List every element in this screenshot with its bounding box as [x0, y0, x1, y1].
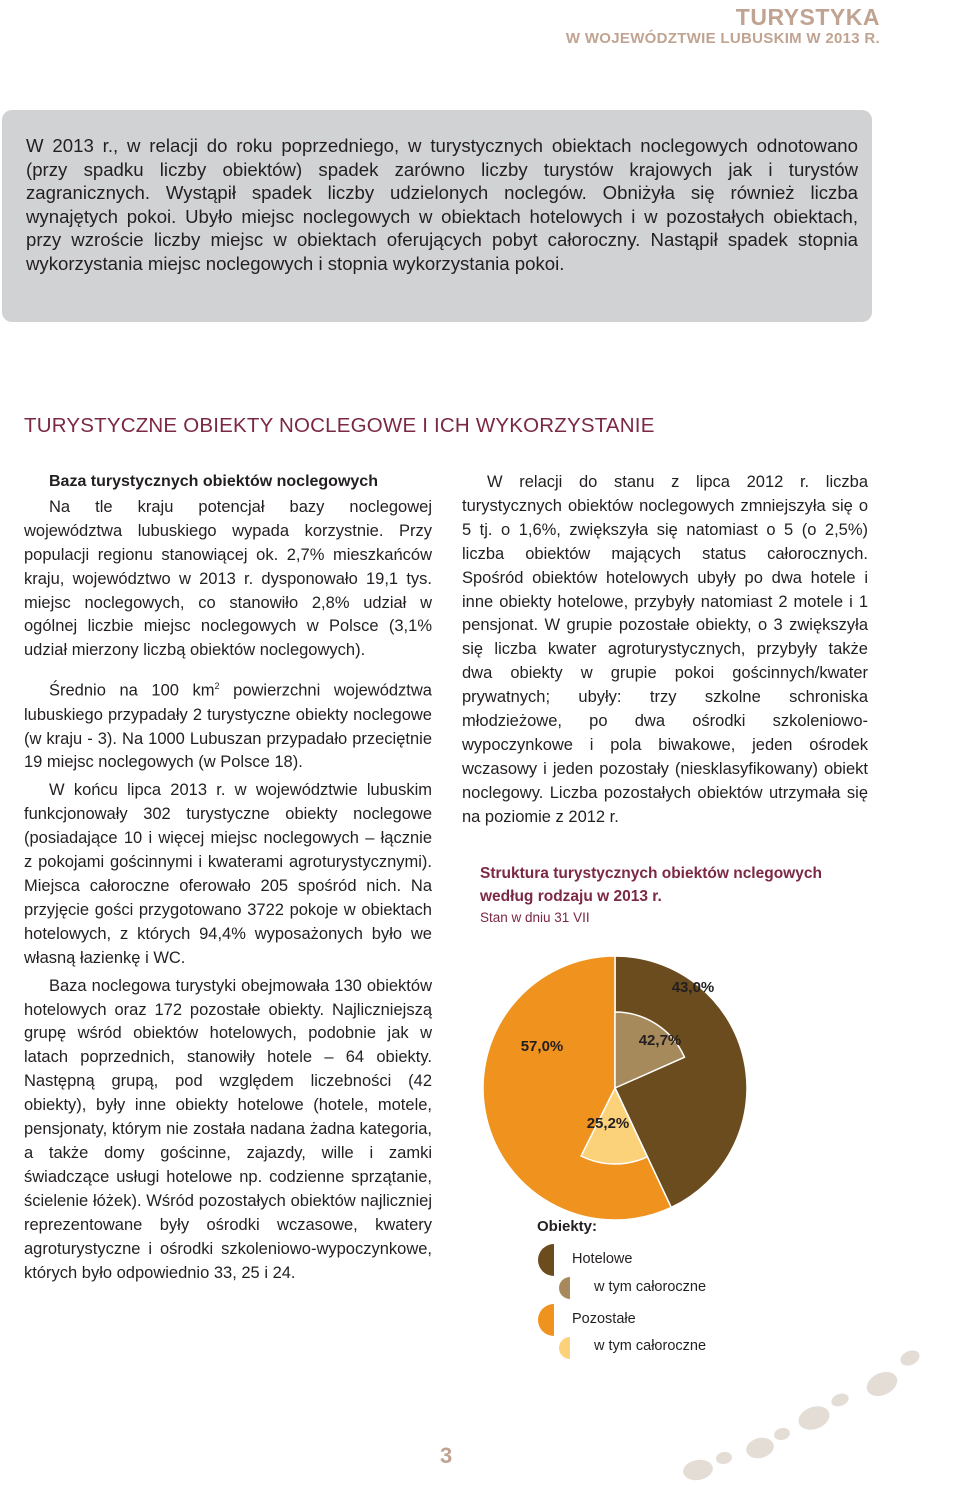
legend-label-pozostale: Pozostałe [572, 1311, 636, 1327]
chart-title-line: według rodzaju w 2013 r. [480, 888, 662, 905]
footprint-shape [898, 1347, 922, 1368]
paragraph: Na tle kraju potencjał bazy noclegowej województwa lubuskiego wypada korzystnie. Przy populacji regionu stanowiącej ok. 2,7% mieszkańców kraju, województwo w 2013 r. dysponowało 19,1 tys. miejsc noclegowych, co stanowiło 2,8% udział w ogólnej liczbie miejsc noclegowych w Polsce (3,1% udział mierzony liczbą obiektów noclegowych). [24, 497, 432, 660]
chart-title-line: Struktura turystycznych obiektów nclegowych [480, 865, 822, 882]
data-label-hotelowe-caloroczne: 42,7% [638, 1032, 682, 1049]
legend-label-hotelowe-caloroczne: w tym całoroczne [594, 1279, 707, 1295]
legend-mark-hotelowe-caloroczne [559, 1277, 570, 1299]
left-column [24, 470, 432, 1285]
legend-swatch-hotelowe-caloroczne [558, 1276, 582, 1300]
chart-title [480, 862, 870, 908]
superscript: 2 [214, 681, 220, 692]
legend-swatch-pozostale [536, 1302, 572, 1338]
legend-mark-hotelowe [538, 1244, 554, 1276]
data-label-pozostale-caloroczne: 25,2% [586, 1115, 630, 1132]
footprint-shape [681, 1458, 714, 1483]
data-label-hotelowe: 43,0% [671, 979, 715, 996]
pie-chart [480, 930, 780, 1220]
footprint-shape [863, 1367, 901, 1400]
intro-text: W 2013 r., w relacji do roku poprzedniego, w turystycznych obiektach noclegowych odnotowano (przy spadku liczby obiektów) spadek zarówno liczby turystów krajowych jak i turystów zagranicznych. Wystąpił spadek liczby udzielonych noclegów. Obniżyła się również liczba wynajętych pokoi. Ubyło miejsc noclegowych w obiektach hotelowych i w pozostałych obiektach, przy wzroście liczby miejsc w obiektach oferujących pobyt całoroczny. Nastąpił spadek stopnia wykorzystania miejsc noclegowych i stopnia wykorzystania pokoi. [26, 135, 858, 274]
intro-box [2, 110, 872, 322]
header-subtitle: W WOJEWÓDZTWIE LUBUSKIM W 2013 R. [565, 30, 880, 47]
text-run: powierzchni województwa lubuskiego przypadały 2 turystyczne obiekty noclegowe (w kraju - 3). Na 1000 Lubuszan przypadało przeciętnie 19 miejsc noclegowych (w Polsce 18). [24, 681, 432, 772]
chart-subtitle: Stan w dniu 31 VII [480, 910, 590, 925]
paragraph [24, 675, 432, 775]
paragraph: W relacji do stanu z lipca 2012 r. liczba turystycznych obiektów noclegowych zmniejszyła się o 5 tj. o 1,6%, zwiększyła się natomiast o 5 (o 2,5%) liczba obiektów mających status całorocznych. Spośród obiektów hotelowych ubyły po dwa hotele i inne obiekty hotelowe, przybyły natomiast 2 motele i 1 pensjonat. W grupie pozostałe obiekty, o 3 zwiększyła się liczba kwater agroturystycznych, przybyły także dwa obiekty w grupie pokoi gościnnych/kwater prywatnych; ubyły: trzy szkolne schroniska młodzieżowe, po dwa ośrodki szkoleniowo-wypoczynkowe i pola biwakowe, jeden ośrodek wczasowy i jeden pozostały (niesklasyfikowany) obiekt noclegowy. Liczba pozostałych obiektów utrzymała się na poziomie z 2012 r. [462, 473, 868, 826]
legend-mark-pozostale [538, 1304, 554, 1336]
footprint-shape [773, 1426, 792, 1442]
paragraph: Baza noclegowa turystyki obejmowała 130 obiektów hotelowych oraz 172 pozostałe obiekty. Najliczniejszą grupę wśród obiektów hotelowych, podobnie jak w latach poprzednich, stanowiły hotele – 64 obiekty. Następną grupą, pod względem liczebności (42 obiekty), były inne obiekty hotelowe (hotele, motele, pensjonaty, którym nie została nadana żadna kategoria, a także domy gościnne, zajazdy, wille i zamki świadczące usługi hotelowe np. codzienne sprzątanie, ścielenie łóżek). Wśród pozostałych obiektów najliczniej reprezentowane były ośrodki wczasowe, kwatery agroturystyczne i ośrodki szkoleniowo-wypoczynkowe, których było odpowiednio 33, 25 i 24. [24, 976, 432, 1282]
footprint-shape [795, 1402, 833, 1434]
legend-label-pozostale-caloroczne: w tym całoroczne [594, 1338, 707, 1354]
legend-swatch-pozostale-caloroczne [558, 1336, 582, 1360]
paragraph: W końcu lipca 2013 r. w województwie lubuskim funkcjonowały 302 turystyczne obiekty noclegowe (posiadające 10 i więcej miejsc noclegowych – łącznie z pokojami gościnnymi i kwaterami agroturystycznymi). Miejsca całoroczne oferowało 205 spośród nich. Na przyjęcie gości przygotowano 3722 pokoje w obiektach hotelowych, z których 94,4% wyposażonych było we własną łazienkę i WC. [24, 781, 432, 967]
footprints-decoration [664, 1340, 954, 1500]
legend-title: Obiekty: [537, 1218, 598, 1235]
subheading: Baza turystycznych obiektów noclegowych [49, 473, 378, 490]
footprint-shape [744, 1435, 776, 1462]
footprint-shape [715, 1451, 733, 1466]
legend-label-hotelowe: Hotelowe [572, 1251, 633, 1267]
legend-swatch-hotelowe [536, 1242, 572, 1278]
page-number: 3 [440, 1443, 453, 1468]
data-label-pozostale: 57,0% [520, 1038, 564, 1055]
text-run: Średnio na 100 km [49, 681, 215, 700]
section-title: TURYSTYCZNE OBIEKTY NOCLEGOWE I ICH WYKORZYSTANIE [24, 414, 655, 437]
right-column [462, 471, 868, 830]
footprint-shape [829, 1391, 850, 1408]
legend-mark-pozostale-caloroczne [559, 1337, 570, 1359]
header-title: TURYSTYKA [735, 4, 880, 30]
page-header [566, 4, 880, 48]
